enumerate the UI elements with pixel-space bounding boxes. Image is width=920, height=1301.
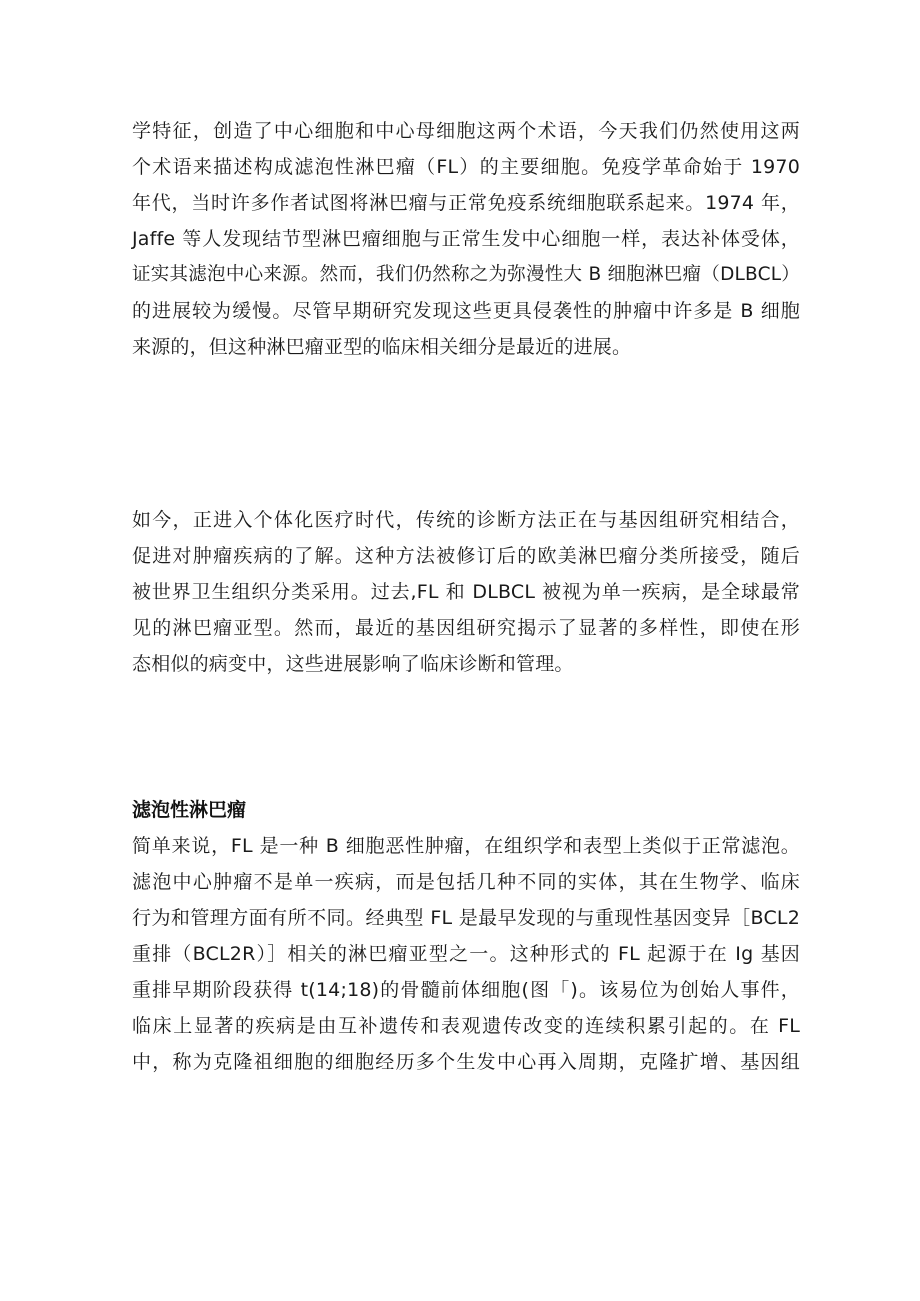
text-line: 临床上显著的疾病是由互补遗传和表观遗传改变的连续积累引起的。在 FL <box>132 1015 800 1037</box>
text-line: 年代，当时许多作者试图将淋巴瘤与正常免疫系统细胞联系起来。1974 年， <box>132 192 800 214</box>
text-line: 重排早期阶段获得 t(14;18)的骨髓前体细胞(图「)。该易位为创始人事件， <box>132 979 800 1001</box>
text-line: 简单来说，FL 是一种 B 细胞恶性肿瘤，在组织学和表型上类似于正常滤泡。 <box>132 835 800 857</box>
text-line: 行为和管理方面有所不同。经典型 FL 是最早发现的与重现性基因变异［BCL2 <box>132 907 800 929</box>
text-line: Jaffe 等人发现结节型淋巴瘤细胞与正常生发中心细胞一样，表达补体受体， <box>132 228 800 250</box>
text-line: 个术语来描述构成滤泡性淋巴瘤（FL）的主要细胞。免疫学革命始于 1970 <box>132 156 800 178</box>
paragraph-personalized-medicine <box>132 502 800 682</box>
text-line: 促进对肿瘤疾病的了解。这种方法被修订后的欧美淋巴瘤分类所接受，随后 <box>132 545 800 567</box>
text-line: 重排（BCL2R）］相关的淋巴瘤亚型之一。这种形式的 FL 起源于在 Ig 基因 <box>132 943 800 965</box>
paragraph-follicular-lymphoma <box>132 828 800 1080</box>
text-line: 来源的，但这种淋巴瘤亚型的临床相关细分是最近的进展。 <box>132 336 632 358</box>
text-line: 学特征，创造了中心细胞和中心母细胞这两个术语，今天我们仍然使用这两 <box>132 120 800 142</box>
text-line: 见的淋巴瘤亚型。然而，最近的基因组研究揭示了显著的多样性，即使在形 <box>132 617 800 639</box>
section-heading: 滤泡性淋巴瘤 <box>132 799 247 821</box>
text-line: 被世界卫生组织分类采用。过去,FL 和 DLBCL 被视为单一疾病，是全球最常 <box>132 581 800 603</box>
text-line: 态相似的病变中，这些进展影响了临床诊断和管理。 <box>132 653 574 675</box>
text-line: 如今，正进入个体化医疗时代，传统的诊断方法正在与基因组研究相结合， <box>132 509 800 531</box>
text-line: 中，称为克隆祖细胞的细胞经历多个生发中心再入周期，克隆扩增、基因组 <box>132 1051 800 1073</box>
text-line: 证实其滤泡中心来源。然而，我们仍然称之为弥漫性大 B 细胞淋巴瘤（DLBCL） <box>132 264 800 285</box>
text-line: 滤泡中心肿瘤不是单一疾病，而是包括几种不同的实体，其在生物学、临床 <box>132 871 800 893</box>
text-line: 的进展较为缓慢。尽管早期研究发现这些更具侵袭性的肿瘤中许多是 B 细胞 <box>132 300 800 322</box>
paragraph-intro-history <box>132 113 800 365</box>
